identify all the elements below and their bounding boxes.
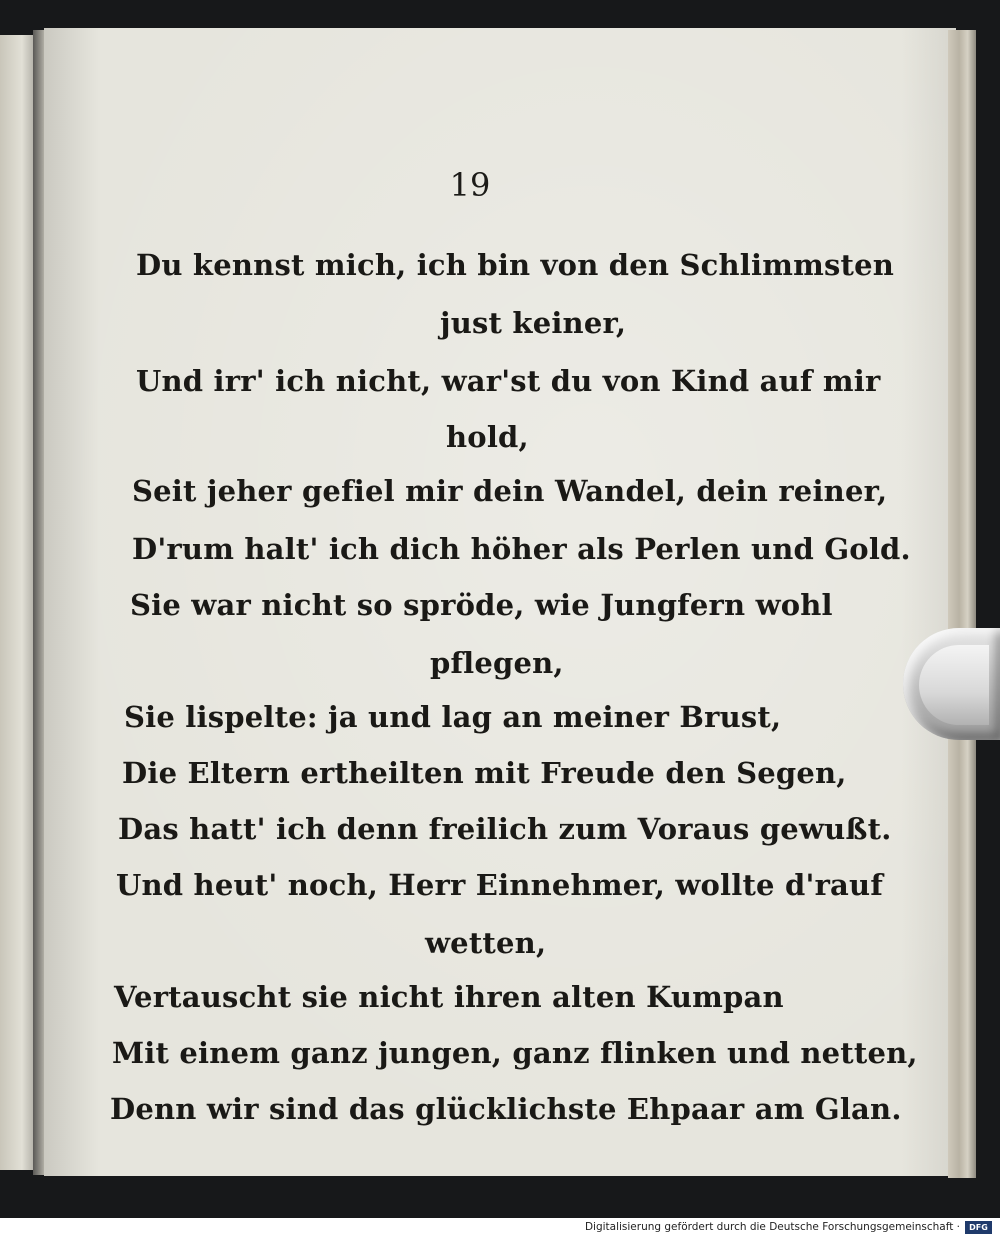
poem-line: Mit einem ganz jungen, ganz flinken und netten, xyxy=(112,1036,918,1070)
poem-line: just keiner, xyxy=(440,306,627,340)
poem-line: Du kennst mich, ich bin von den Schlimmsten xyxy=(136,248,895,282)
poem-line: Denn wir sind das glücklichste Ehpaar am Glan. xyxy=(110,1092,902,1126)
poem-line: pflegen, xyxy=(430,646,564,680)
dfg-logo[interactable]: DFG xyxy=(965,1221,992,1234)
poem-line: hold, xyxy=(446,420,529,454)
poem-line: Seit jeher gefiel mir dein Wandel, dein reiner, xyxy=(132,474,888,508)
poem-line: wetten, xyxy=(425,926,547,960)
poem-line: Und heut' noch, Herr Einnehmer, wollte d'rauf xyxy=(116,868,883,902)
poem-line: D'rum halt' ich dich höher als Perlen und Gold. xyxy=(132,532,911,566)
page-number: 19 xyxy=(449,166,491,204)
poem-line: Das hatt' ich denn freilich zum Voraus gewußt. xyxy=(118,812,892,846)
funding-notice: Digitalisierung gefördert durch die Deutsche Forschungsgemeinschaft · xyxy=(584,1221,960,1233)
poem-line: Und irr' ich nicht, war'st du von Kind auf mir xyxy=(136,364,881,398)
poem-line: Sie lispelte: ja und lag an meiner Brust, xyxy=(124,700,782,734)
poem-line: Sie war nicht so spröde, wie Jungfern wohl xyxy=(130,588,833,622)
poem-line: Vertauscht sie nicht ihren alten Kumpan xyxy=(114,980,784,1014)
poem-line: Die Eltern ertheilten mit Freude den Segen, xyxy=(122,756,847,790)
footer-bar xyxy=(0,1218,1000,1238)
